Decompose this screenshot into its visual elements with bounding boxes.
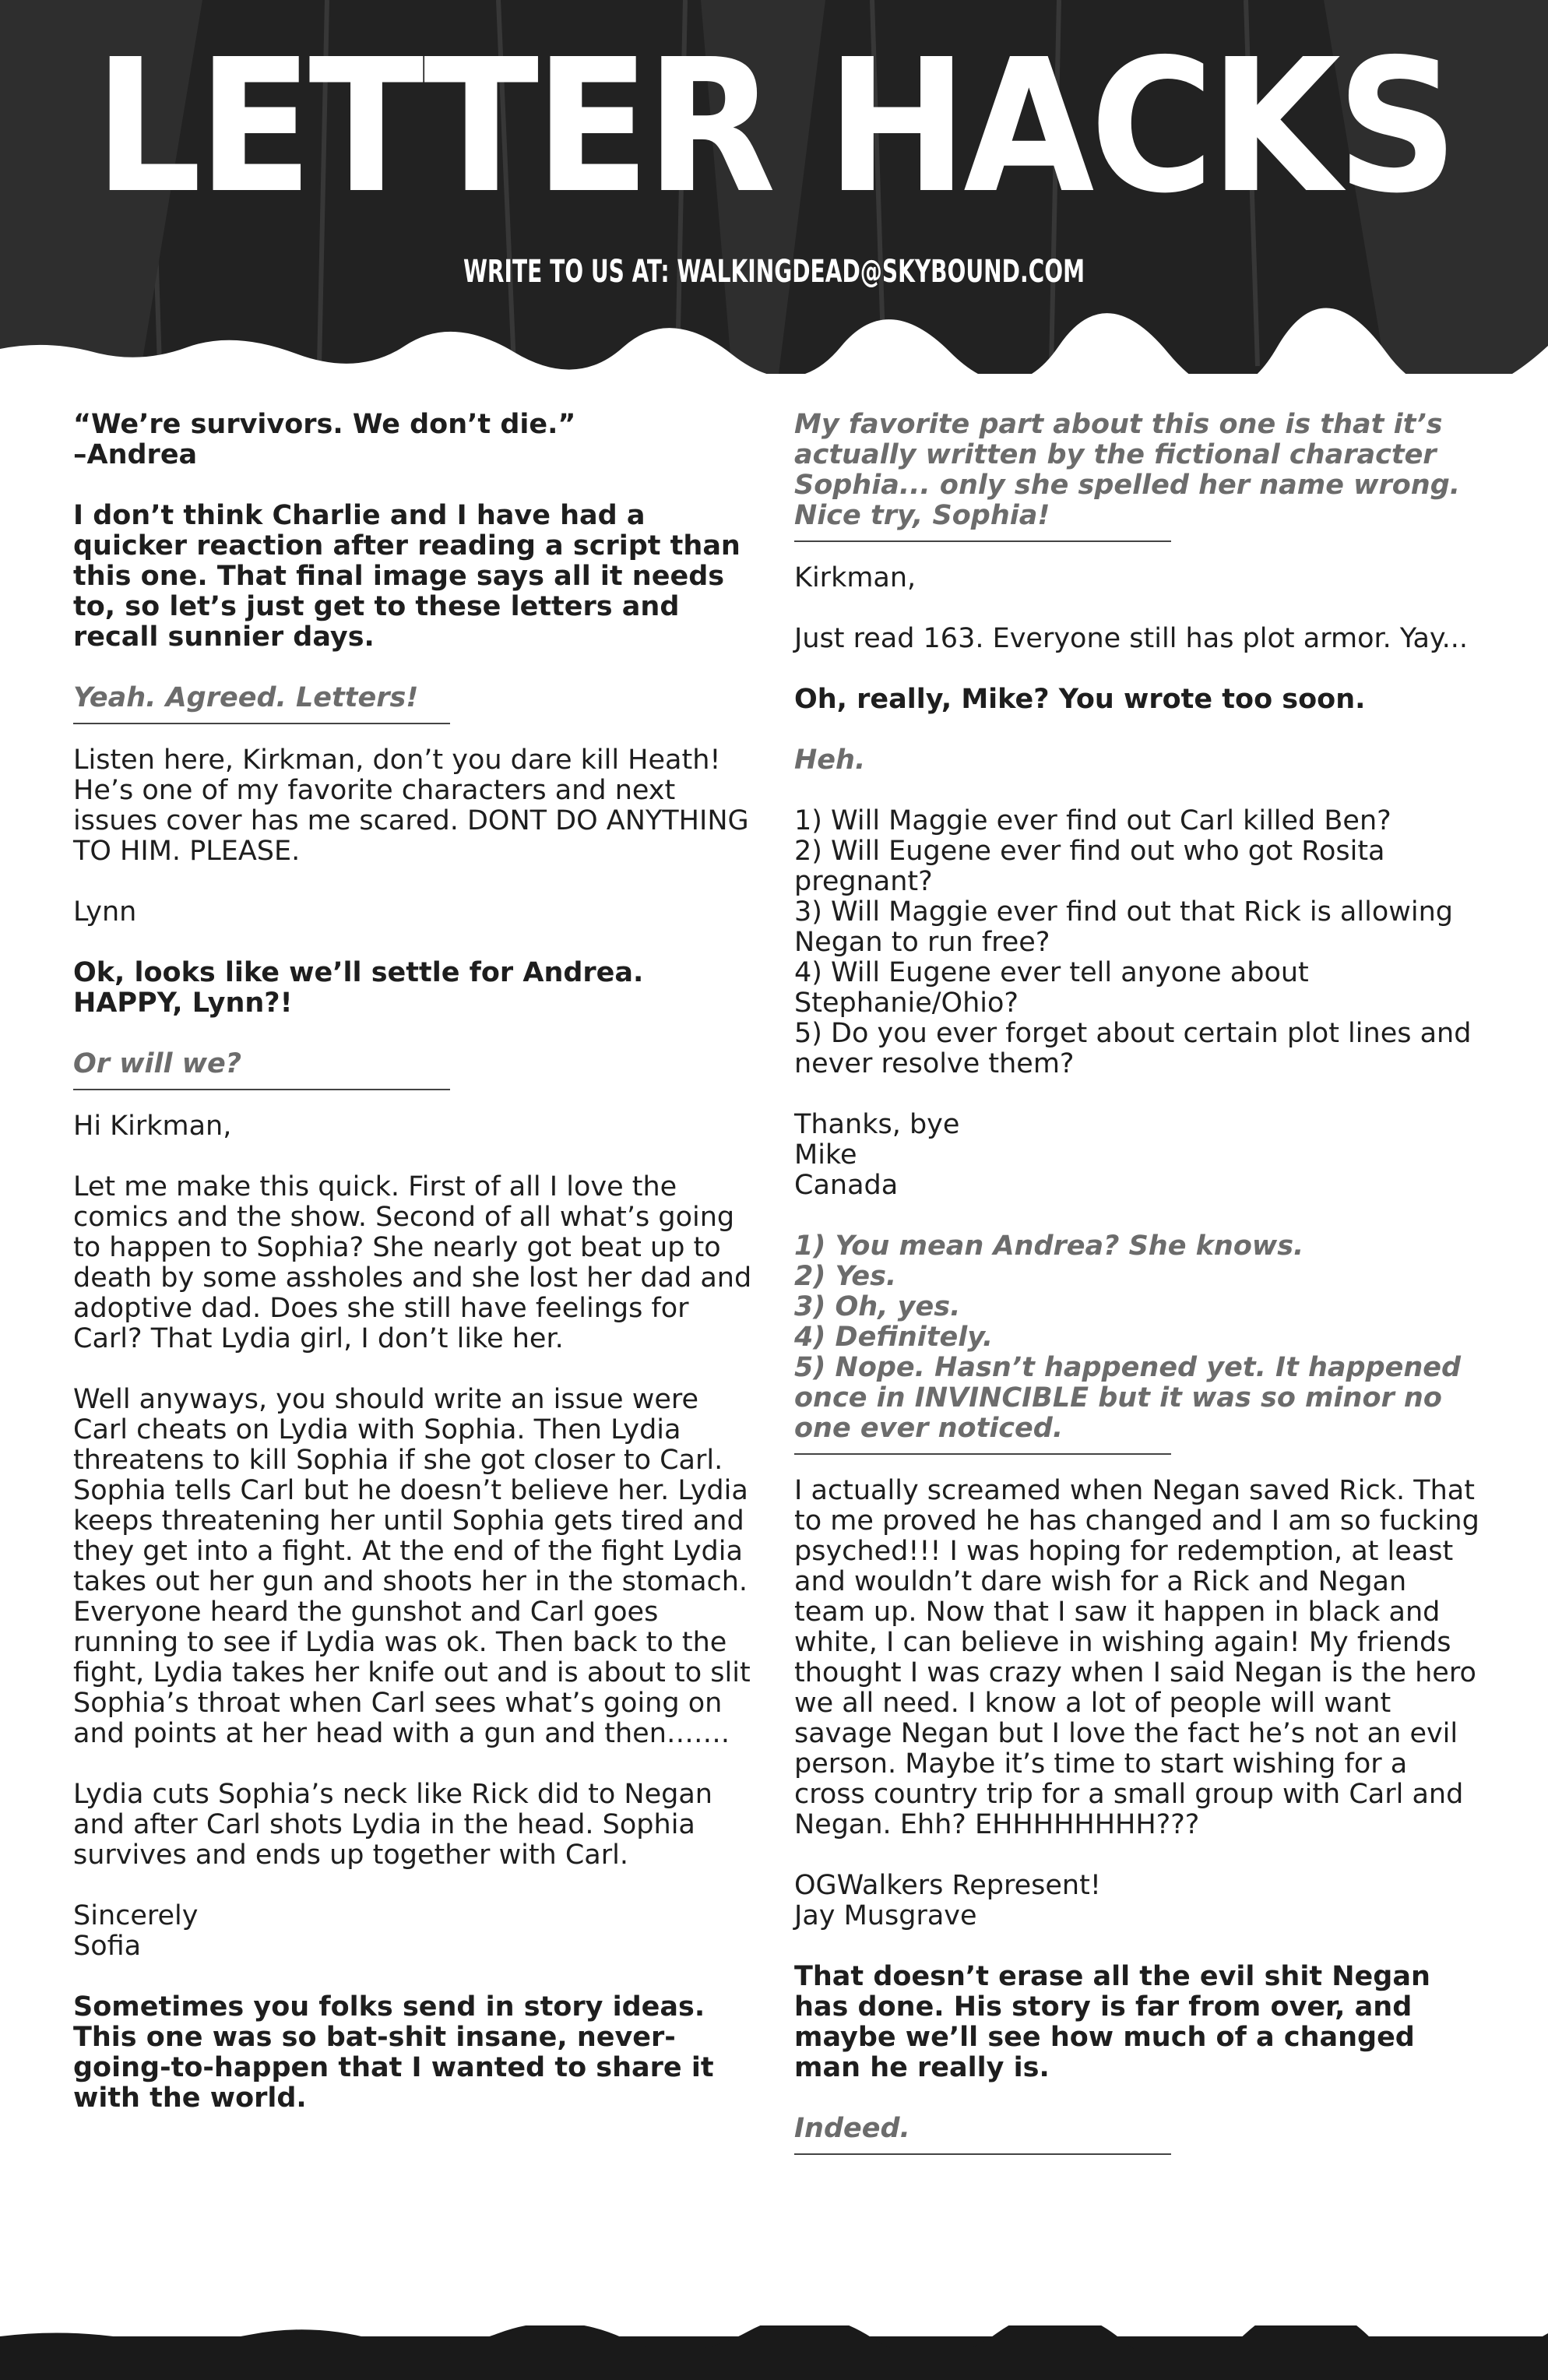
left-column xyxy=(73,410,758,2144)
editor-reply-italic: Heh. xyxy=(794,745,866,776)
section-divider xyxy=(794,1453,1171,1455)
editor-reply-italic: Yeah. Agreed. Letters! xyxy=(73,682,419,713)
page-title: LETTER HACKS xyxy=(93,19,1455,234)
page-header xyxy=(0,0,1548,374)
letter-paragraph: Lynn xyxy=(73,896,137,928)
contact-email-line: WRITE TO US AT: WALKINGDEAD@SKYBOUND.COM xyxy=(463,254,1085,290)
footer-rough-edge xyxy=(0,2325,1548,2349)
editor-reply-italic: My favorite part about this one is that it’s actually written by the fictional character Sophia... only she spelled her name wrong. Nice try, Sophia! xyxy=(794,409,1461,531)
editor-response: Sometimes you folks send in story ideas. This one was so bat-shit insane, never-going-to-happen that I wanted to share it with the world. xyxy=(73,1991,714,2114)
editor-reply-italic: 1) You mean Andrea? She knows. 2) Yes. 3) Oh, yes. 4) Definitely. 5) Nope. Hasn’t happened yet. It happened once in INVINCIBLE but it was so minor no one ever noticed. xyxy=(794,1230,1462,1444)
editor-response: Oh, really, Mike? You wrote too soon. xyxy=(794,684,1366,715)
right-column xyxy=(794,410,1479,2176)
letter-paragraph: Just read 163. Everyone still has plot armor. Yay... xyxy=(794,623,1469,654)
editor-response: “We’re survivors. We don’t die.” –Andrea xyxy=(73,409,576,470)
editor-response: Ok, looks like we’ll settle for Andrea. HAPPY, Lynn?! xyxy=(73,957,644,1019)
editor-response: I don’t think Charlie and I have had a quicker reaction after reading a script than this one. That final image says all it needs to, so let’s just get to these letters and recall sunnier days. xyxy=(73,500,741,653)
letter-paragraph: Well anyways, you should write an issue were Carl cheats on Lydia with Sophia. Then Lydia threatens to kill Sophia if she got closer to Carl. Sophia tells Carl but he doesn’t believe her. Lydia keeps threatening her until Sophia gets tired and they get into a fight. At the end of the fight Lydia takes out her gun and shoots her in the stomach. Everyone heard the gunshot and Carl goes running to see if Lydia was ok. Then back to the fight, Lydia takes her knife out and is about to slit Sophia’s throat when Carl sees what’s going on and points at her head with a gun and then……. xyxy=(73,1384,751,1749)
letter-paragraph: Lydia cuts Sophia’s neck like Rick did to Negan and after Carl shots Lydia in the head. Sophia survives and ends up together with Carl. xyxy=(73,1779,712,1871)
page-footer-border xyxy=(0,2336,1548,2380)
editor-response: That doesn’t erase all the evil shit Negan has done. His story is far from over, and maybe we’ll see how much of a changed man he really is. xyxy=(794,1961,1430,2083)
editor-reply-italic: Or will we? xyxy=(73,1048,242,1079)
section-divider xyxy=(73,723,450,724)
letter-paragraph: Let me make this quick. First of all I love the comics and the show. Second of all what’s going to happen to Sophia? She nearly got beat up to death by some assholes and she lost her dad and adoptive dad. Does she still have feelings for Carl? That Lydia girl, I don’t like her. xyxy=(73,1171,752,1354)
section-divider xyxy=(794,2153,1171,2155)
letter-paragraph: Hi Kirkman, xyxy=(73,1111,232,1142)
letter-paragraph: Listen here, Kirkman, don’t you dare kill Heath! He’s one of my favorite characters and next issues cover has me scared. DONT DO ANYTHING TO HIM. PLEASE. xyxy=(73,745,749,867)
section-divider xyxy=(73,1089,450,1090)
letter-paragraph: I actually screamed when Negan saved Rick. That to me proved he has changed and I am so fucking psyched!!! I was hoping for redemption, at least and wouldn’t dare wish for a Rick and Negan team up. Now that I saw it happen in black and white, I can believe in wishing again! My friends thought I was crazy when I said Negan is the hero we all need. I know a lot of people will want savage Negan but I love the fact he’s not an evil person. Maybe it’s time to start wishing for a cross country trip for a small group with Carl and Negan. Ehh? EHHHHHHHH??? xyxy=(794,1475,1479,1840)
letter-paragraph: Thanks, bye Mike Canada xyxy=(794,1109,960,1201)
letter-paragraph: Sincerely Sofia xyxy=(73,1900,199,1962)
letter-paragraph: OGWalkers Represent! Jay Musgrave xyxy=(794,1870,1101,1931)
section-divider xyxy=(794,540,1171,542)
letter-paragraph: Kirkman, xyxy=(794,562,916,593)
editor-reply-italic: Indeed. xyxy=(794,2113,910,2144)
letter-paragraph: 1) Will Maggie ever find out Carl killed Ben? 2) Will Eugene ever find out who got Rosita pregnant? 3) Will Maggie ever find out that Rick is allowing Negan to run free? 4) Will Eugene ever tell anyone about Stephanie/Ohio? 5) Do you ever forget about certain plot lines and never resolve them? xyxy=(794,805,1472,1079)
